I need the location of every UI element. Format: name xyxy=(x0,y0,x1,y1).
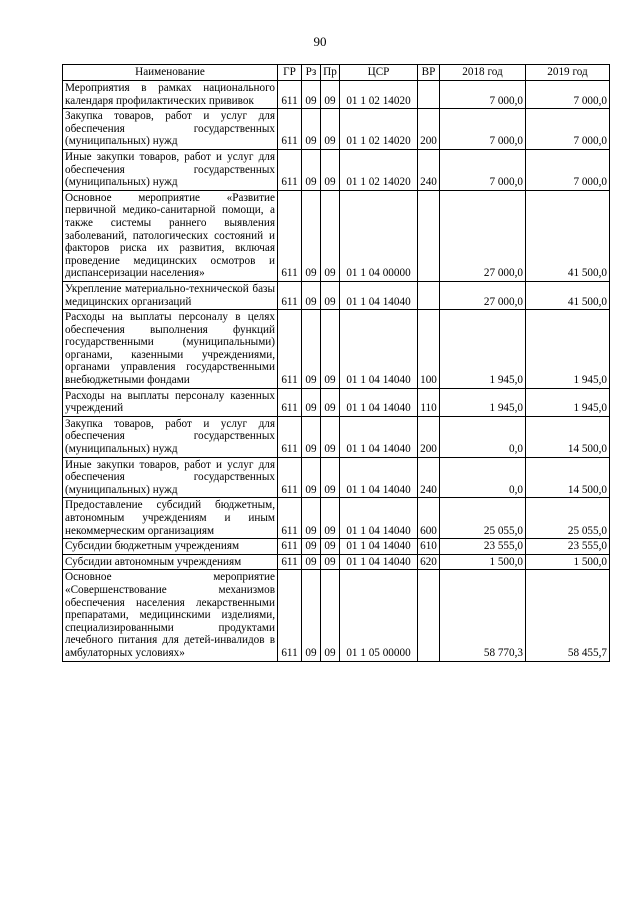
cell-2019: 25 055,0 xyxy=(526,498,610,539)
cell-pr: 09 xyxy=(321,310,340,389)
header-2018: 2018 год xyxy=(440,65,526,81)
cell-name: Иные закупки товаров, работ и услуг для обеспечения государственных (муниципальных) нужд xyxy=(63,457,278,498)
cell-pr: 09 xyxy=(321,457,340,498)
header-vr: ВР xyxy=(418,65,440,81)
cell-csr: 01 1 04 14040 xyxy=(340,498,418,539)
cell-gr: 611 xyxy=(278,498,302,539)
table-row xyxy=(63,388,610,416)
cell-2018: 27 000,0 xyxy=(440,281,526,309)
cell-name: Расходы на выплаты персоналу казенных учреждений xyxy=(63,388,278,416)
cell-2018: 7 000,0 xyxy=(440,81,526,109)
page-number: 90 xyxy=(313,34,327,49)
header-2019: 2019 год xyxy=(526,65,610,81)
cell-gr: 611 xyxy=(278,457,302,498)
cell-2018: 23 555,0 xyxy=(440,539,526,555)
cell-csr: 01 1 04 14040 xyxy=(340,388,418,416)
table-row xyxy=(63,570,610,661)
cell-pr: 09 xyxy=(321,388,340,416)
cell-2018: 7 000,0 xyxy=(440,109,526,150)
cell-2018: 0,0 xyxy=(440,457,526,498)
cell-csr: 01 1 04 14040 xyxy=(340,281,418,309)
cell-name: Предоставление субсидий бюджетным, автономным учреждениям и иным некоммерческим организациям xyxy=(63,498,278,539)
cell-gr: 611 xyxy=(278,539,302,555)
cell-rz: 09 xyxy=(302,457,321,498)
table-row xyxy=(63,457,610,498)
cell-pr: 09 xyxy=(321,109,340,150)
cell-name: Иные закупки товаров, работ и услуг для обеспечения государственных (муниципальных) нужд xyxy=(63,149,278,190)
cell-csr: 01 1 04 14040 xyxy=(340,457,418,498)
cell-vr: 620 xyxy=(418,554,440,570)
cell-2018: 1 500,0 xyxy=(440,554,526,570)
cell-gr: 611 xyxy=(278,554,302,570)
cell-rz: 09 xyxy=(302,109,321,150)
cell-2019: 14 500,0 xyxy=(526,457,610,498)
cell-2018: 0,0 xyxy=(440,416,526,457)
cell-pr: 09 xyxy=(321,570,340,661)
cell-gr: 611 xyxy=(278,109,302,150)
cell-name: Укрепление материально-технической базы медицинских организаций xyxy=(63,281,278,309)
cell-2018: 25 055,0 xyxy=(440,498,526,539)
cell-name: Закупка товаров, работ и услуг для обеспечения государственных (муниципальных) нужд xyxy=(63,109,278,150)
cell-rz: 09 xyxy=(302,539,321,555)
cell-name: Закупка товаров, работ и услуг для обеспечения государственных (муниципальных) нужд xyxy=(63,416,278,457)
cell-2018: 27 000,0 xyxy=(440,190,526,281)
cell-2019: 1 945,0 xyxy=(526,310,610,389)
cell-gr: 611 xyxy=(278,149,302,190)
cell-rz: 09 xyxy=(302,281,321,309)
budget-table xyxy=(62,64,610,662)
table-row xyxy=(63,190,610,281)
cell-vr xyxy=(418,190,440,281)
cell-gr: 611 xyxy=(278,388,302,416)
cell-2018: 58 770,3 xyxy=(440,570,526,661)
cell-rz: 09 xyxy=(302,190,321,281)
cell-2018: 1 945,0 xyxy=(440,310,526,389)
table-row xyxy=(63,149,610,190)
cell-pr: 09 xyxy=(321,416,340,457)
header-pr: Пр xyxy=(321,65,340,81)
cell-2019: 1 500,0 xyxy=(526,554,610,570)
cell-csr: 01 1 02 14020 xyxy=(340,149,418,190)
table-row xyxy=(63,539,610,555)
cell-2019: 7 000,0 xyxy=(526,81,610,109)
cell-csr: 01 1 05 00000 xyxy=(340,570,418,661)
cell-gr: 611 xyxy=(278,570,302,661)
cell-vr: 200 xyxy=(418,109,440,150)
cell-csr: 01 1 04 14040 xyxy=(340,310,418,389)
cell-name: Субсидии бюджетным учреждениям xyxy=(63,539,278,555)
cell-rz: 09 xyxy=(302,388,321,416)
header-name: Наименование xyxy=(63,65,278,81)
cell-gr: 611 xyxy=(278,281,302,309)
cell-gr: 611 xyxy=(278,416,302,457)
table-row xyxy=(63,498,610,539)
cell-gr: 611 xyxy=(278,310,302,389)
cell-csr: 01 1 04 14040 xyxy=(340,554,418,570)
cell-csr: 01 1 02 14020 xyxy=(340,109,418,150)
cell-2019: 41 500,0 xyxy=(526,281,610,309)
cell-pr: 09 xyxy=(321,554,340,570)
cell-vr: 240 xyxy=(418,457,440,498)
cell-gr: 611 xyxy=(278,81,302,109)
cell-csr: 01 1 02 14020 xyxy=(340,81,418,109)
cell-2018: 1 945,0 xyxy=(440,388,526,416)
cell-rz: 09 xyxy=(302,81,321,109)
cell-2019: 41 500,0 xyxy=(526,190,610,281)
cell-pr: 09 xyxy=(321,190,340,281)
cell-rz: 09 xyxy=(302,310,321,389)
cell-name: Основное мероприятие «Совершенствование механизмов обеспечения населения лекарственными препаратами, медицинскими изделиями, специализированными продуктами лечебного питания для детей-инвалидов в амбулаторных условиях» xyxy=(63,570,278,661)
table-row xyxy=(63,81,610,109)
cell-vr: 240 xyxy=(418,149,440,190)
cell-csr: 01 1 04 00000 xyxy=(340,190,418,281)
cell-pr: 09 xyxy=(321,498,340,539)
cell-vr: 110 xyxy=(418,388,440,416)
cell-rz: 09 xyxy=(302,149,321,190)
table-row xyxy=(63,109,610,150)
cell-2019: 23 555,0 xyxy=(526,539,610,555)
table-body xyxy=(63,81,610,662)
cell-pr: 09 xyxy=(321,539,340,555)
table-row xyxy=(63,416,610,457)
cell-rz: 09 xyxy=(302,498,321,539)
cell-rz: 09 xyxy=(302,554,321,570)
table-row xyxy=(63,554,610,570)
cell-pr: 09 xyxy=(321,281,340,309)
table-header-row xyxy=(63,65,610,81)
cell-vr: 610 xyxy=(418,539,440,555)
cell-2019: 58 455,7 xyxy=(526,570,610,661)
cell-rz: 09 xyxy=(302,416,321,457)
cell-rz: 09 xyxy=(302,570,321,661)
cell-2019: 1 945,0 xyxy=(526,388,610,416)
cell-2018: 7 000,0 xyxy=(440,149,526,190)
cell-vr xyxy=(418,81,440,109)
cell-gr: 611 xyxy=(278,190,302,281)
cell-vr xyxy=(418,281,440,309)
cell-pr: 09 xyxy=(321,149,340,190)
header-gr: ГР xyxy=(278,65,302,81)
cell-vr: 600 xyxy=(418,498,440,539)
cell-vr: 100 xyxy=(418,310,440,389)
cell-2019: 7 000,0 xyxy=(526,109,610,150)
cell-name: Субсидии автономным учреждениям xyxy=(63,554,278,570)
cell-csr: 01 1 04 14040 xyxy=(340,539,418,555)
header-csr: ЦСР xyxy=(340,65,418,81)
header-rz: Рз xyxy=(302,65,321,81)
cell-2019: 7 000,0 xyxy=(526,149,610,190)
cell-name: Основное мероприятие «Развитие первичной медико-санитарной помощи, а также системы раннего выявления заболеваний, патологических состояний и факторов риска их развития, включая проведение медицинских осмотров и диспансеризации населения» xyxy=(63,190,278,281)
table-row xyxy=(63,310,610,389)
cell-2019: 14 500,0 xyxy=(526,416,610,457)
cell-csr: 01 1 04 14040 xyxy=(340,416,418,457)
cell-name: Расходы на выплаты персоналу в целях обеспечения выполнения функций государственными (муниципальными) органами, казенными учреждениями, органами управления государственными внебюджетными фондами xyxy=(63,310,278,389)
table-row xyxy=(63,281,610,309)
cell-name: Мероприятия в рамках национального календаря профилактических прививок xyxy=(63,81,278,109)
cell-vr xyxy=(418,570,440,661)
cell-pr: 09 xyxy=(321,81,340,109)
cell-vr: 200 xyxy=(418,416,440,457)
